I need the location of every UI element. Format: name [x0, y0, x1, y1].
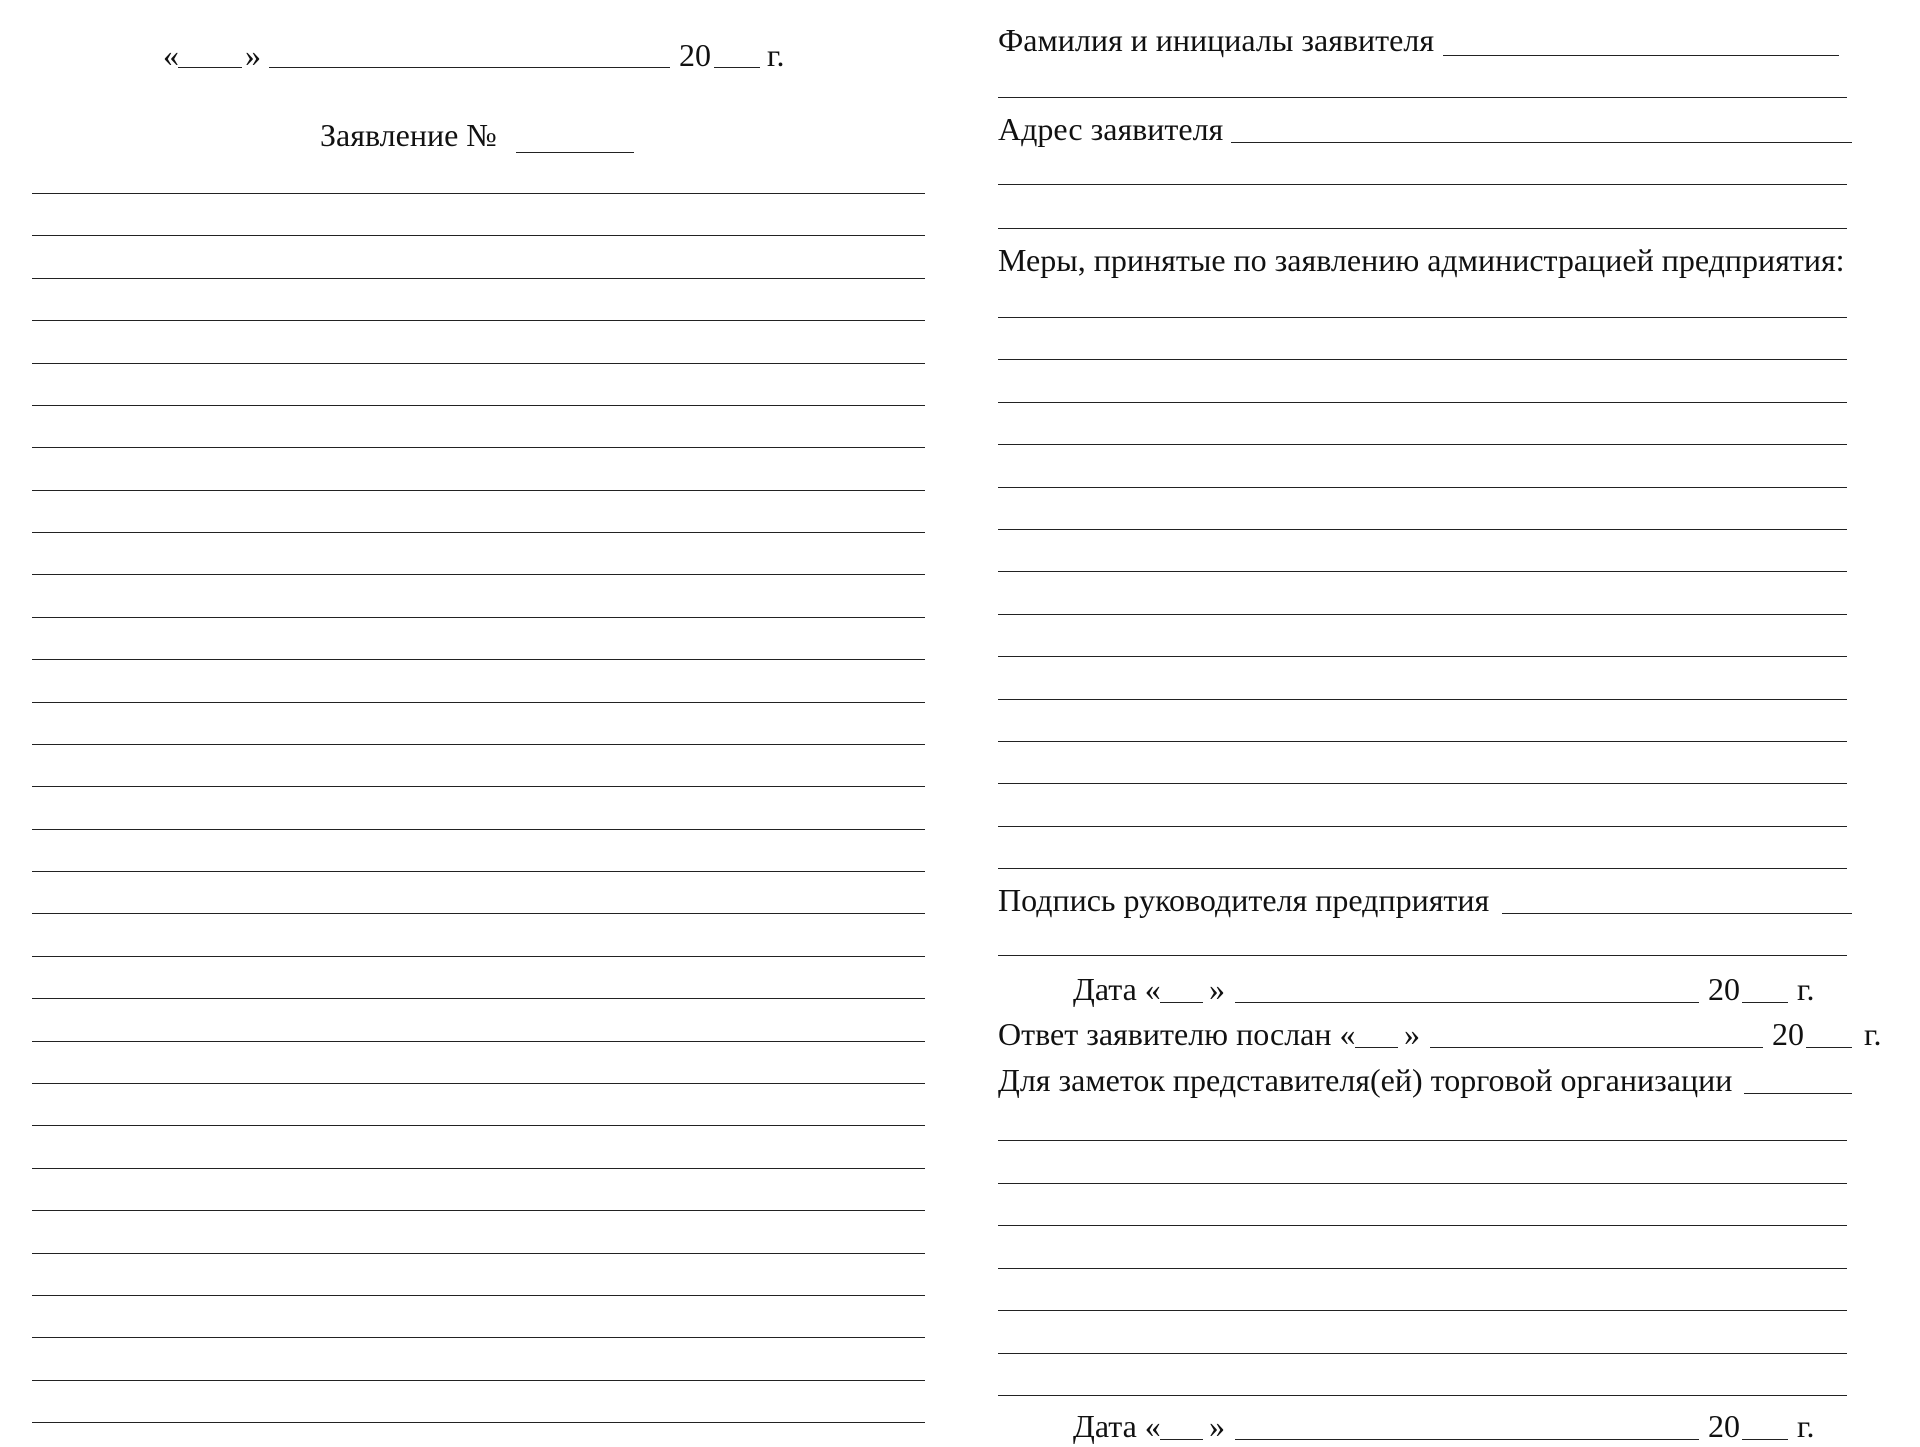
statement-line[interactable]	[32, 1125, 925, 1126]
statement-line[interactable]	[32, 786, 925, 787]
date-2-year-suffix: г.	[1797, 1408, 1815, 1444]
statement-line[interactable]	[32, 744, 925, 745]
statement-line[interactable]	[32, 405, 925, 406]
statement-line[interactable]	[32, 956, 925, 957]
notes-line[interactable]	[998, 1395, 1847, 1396]
date-2-year-field[interactable]	[1742, 1439, 1788, 1440]
date-open-quote: «	[163, 37, 179, 73]
date-1-year-suffix: г.	[1797, 971, 1815, 1007]
manager-signature-label: Подпись руководителя предприятия	[998, 882, 1490, 918]
statement-line[interactable]	[32, 1380, 925, 1381]
statement-line[interactable]	[32, 913, 925, 914]
notes-line[interactable]	[998, 1183, 1847, 1184]
statement-line[interactable]	[32, 1210, 925, 1211]
statement-line[interactable]	[32, 1041, 925, 1042]
right-page	[960, 0, 1920, 1447]
statement-line[interactable]	[32, 871, 925, 872]
notes-line[interactable]	[998, 1310, 1847, 1311]
statement-line[interactable]	[32, 193, 925, 194]
statement-line[interactable]	[32, 235, 925, 236]
notes-line[interactable]	[998, 1268, 1847, 1269]
notes-line[interactable]	[998, 1140, 1847, 1141]
statement-line[interactable]	[32, 574, 925, 575]
answer-sent-close-quote: »	[1404, 1016, 1420, 1052]
year-prefix: 20	[679, 37, 711, 73]
date-2-year-prefix: 20	[1708, 1408, 1740, 1444]
date-2-day-field[interactable]	[1160, 1439, 1203, 1440]
statement-line[interactable]	[32, 490, 925, 491]
year-suffix: г.	[767, 37, 785, 73]
statement-line[interactable]	[32, 702, 925, 703]
answer-sent-year-prefix: 20	[1772, 1016, 1804, 1052]
statement-line[interactable]	[32, 1422, 925, 1423]
applicant-name-label: Фамилия и инициалы заявителя	[998, 22, 1435, 58]
statement-line[interactable]	[32, 1083, 925, 1084]
statement-title: Заявление №	[320, 117, 497, 153]
statement-line[interactable]	[32, 829, 925, 830]
date-close-quote: »	[245, 37, 261, 73]
statement-line[interactable]	[32, 1253, 925, 1254]
notes-line[interactable]	[998, 1353, 1847, 1354]
statement-line[interactable]	[32, 363, 925, 364]
applicant-address-label: Адрес заявителя	[998, 111, 1224, 147]
date-2-close-quote: »	[1209, 1408, 1225, 1444]
notes-line[interactable]	[998, 1225, 1847, 1226]
date-1-close-quote: »	[1209, 971, 1225, 1007]
measures-label: Меры, принятые по заявлению администрацией предприятия:	[998, 242, 1845, 278]
statement-line[interactable]	[32, 278, 925, 279]
statement-line[interactable]	[32, 1168, 925, 1169]
statement-line[interactable]	[32, 1295, 925, 1296]
date-2-label: Дата «	[1073, 1408, 1161, 1444]
statement-line[interactable]	[32, 659, 925, 660]
date-1-label: Дата «	[1073, 971, 1161, 1007]
notes-text-lines[interactable]	[960, 0, 1920, 1447]
statement-line[interactable]	[32, 447, 925, 448]
date-2-month-field[interactable]	[1235, 1439, 1699, 1440]
date-1-year-prefix: 20	[1708, 971, 1740, 1007]
statement-line[interactable]	[32, 617, 925, 618]
statement-line[interactable]	[32, 998, 925, 999]
notes-label: Для заметок представителя(ей) торговой организации	[998, 1062, 1733, 1098]
statement-line[interactable]	[32, 1337, 925, 1338]
statement-line[interactable]	[32, 320, 925, 321]
answer-sent-year-suffix: г.	[1864, 1016, 1882, 1052]
answer-sent-label: Ответ заявителю послан «	[998, 1016, 1356, 1052]
statement-line[interactable]	[32, 532, 925, 533]
